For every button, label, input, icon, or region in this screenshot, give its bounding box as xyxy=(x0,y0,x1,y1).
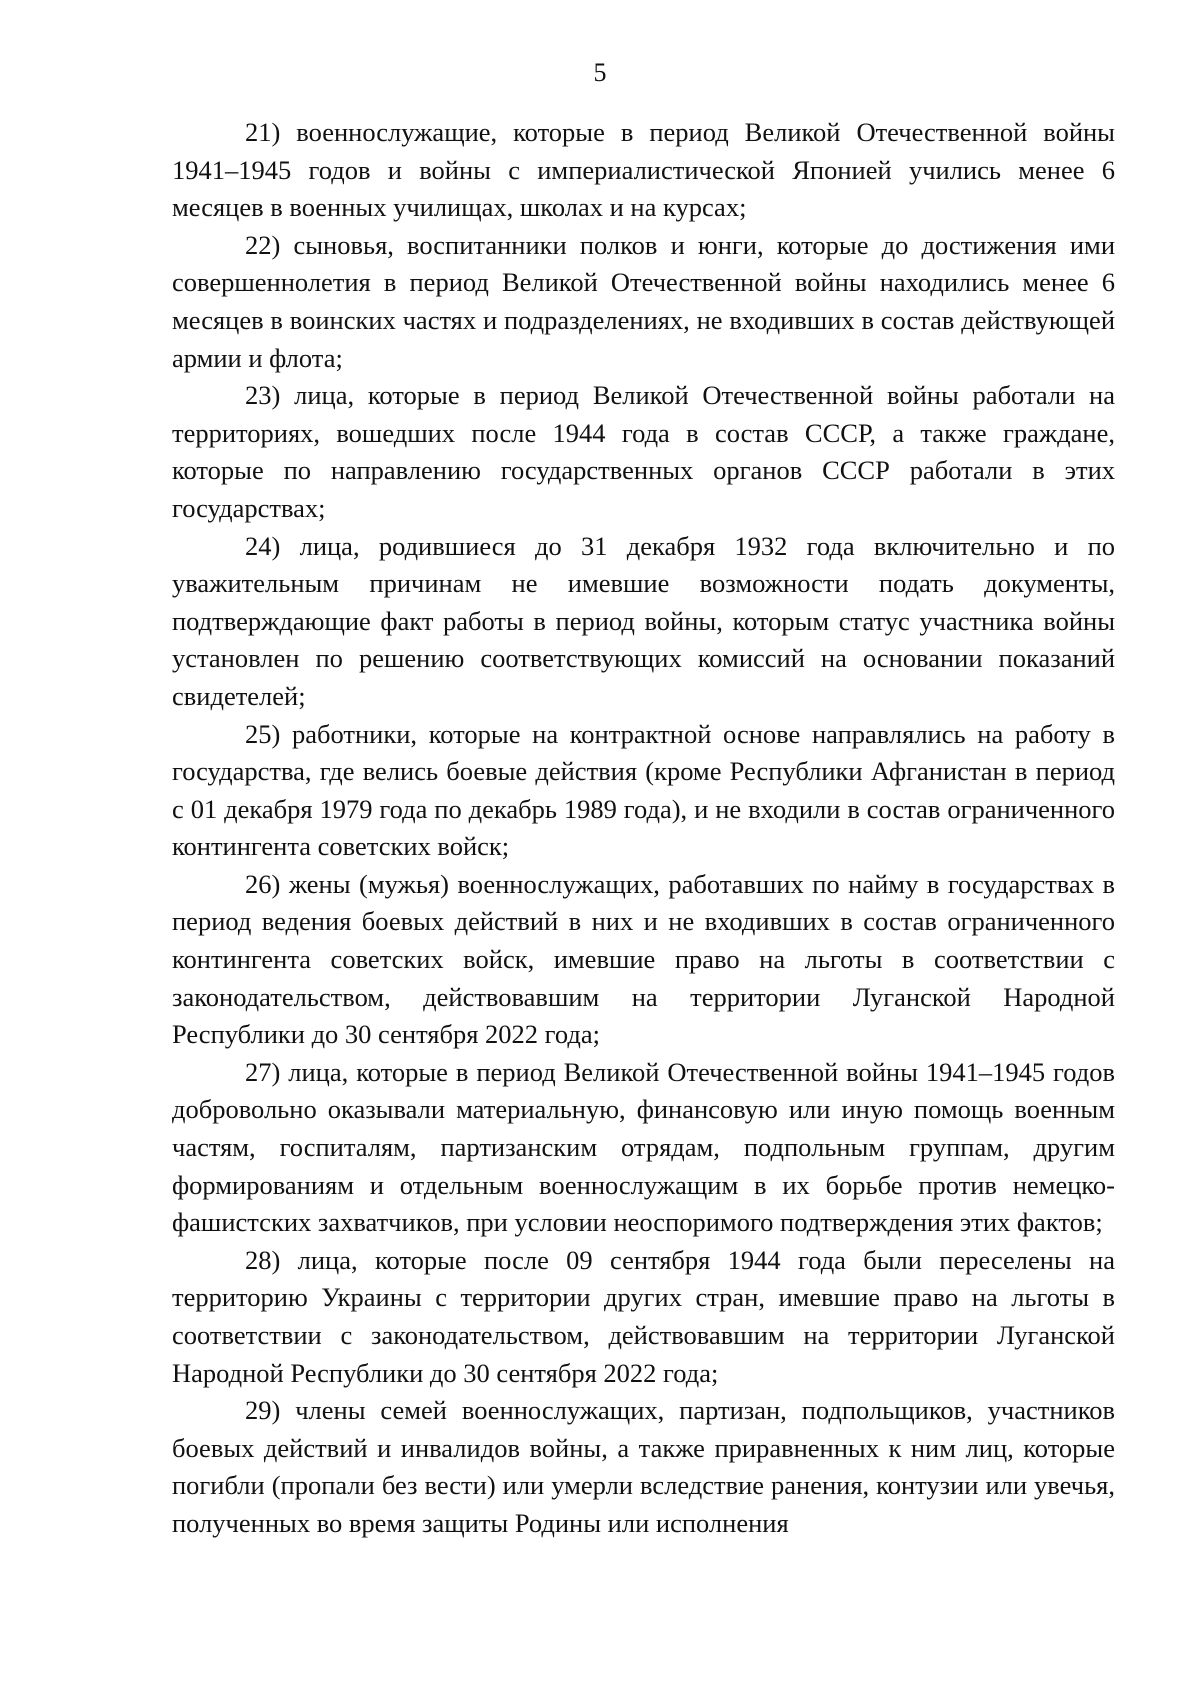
list-item-24: 24) лица, родившиеся до 31 декабря 1932 года включительно и по уважительным причинам не имевшие возможности подать документы, подтверждающие факт работы в период войны, которым статус участника войны установлен по решению соответствующих комиссий на основании показаний свидетелей; xyxy=(172,530,1115,711)
list-item-23: 23) лица, которые в период Великой Отечественной войны работали на территориях, вошедших после 1944 года в состав СССР, а также граждане, которые по направлению государственных органов СССР работали в этих государствах; xyxy=(172,380,1115,523)
list-item-29: 29) члены семей военнослужащих, партизан, подпольщиков, участников боевых действий и инвалидов войны, а также приравненных к ним лиц, которые погибли (пропали без вести) или умерли вследствие ранения, контузии или увечья, полученных во время защиты Родины или исполнения xyxy=(172,1395,1115,1538)
page-number: 5 xyxy=(593,58,607,87)
document-body xyxy=(172,114,1115,1543)
list-item-22: 22) сыновья, воспитанники полков и юнги, которые до достижения ими совершеннолетия в период Великой Отечественной войны находились менее 6 месяцев в воинских частях и подразделениях, не входивших в состав действующей армии и флота; xyxy=(172,229,1115,373)
list-item-21: 21) военнослужащие, которые в период Великой Отечественной войны 1941–1945 годов и войны с империалистической Японией учились менее 6 месяцев в военных училищах, школах и на курсах; xyxy=(172,117,1115,223)
list-item-27: 27) лица, которые в период Великой Отечественной войны 1941–1945 годов добровольно оказывали материальную, финансовую или иную помощь военным частям, госпиталям, партизанским отрядам, подпольным группам, другим формированиям и отдельным военнослужащим в их борьбе против немецко-фашистских захватчиков, при условии неоспоримого подтверждения этих фактов; xyxy=(172,1056,1115,1238)
list-item-25: 25) работники, которые на контрактной основе направлялись на работу в государства, где велись боевые действия (кроме Республики Афганистан в период с 01 декабря 1979 года по декабрь 1989 года), и не входили в состав ограниченного контингента советских войск; xyxy=(172,718,1115,862)
list-item-28: 28) лица, которые после 09 сентября 1944 года были переселены на территорию Украины с территории других стран, имевшие право на льготы в соответствии с законодательством, действовавшим на территории Луганской Народной Республики до 30 сентября 2022 года; xyxy=(172,1244,1115,1388)
list-item-26: 26) жены (мужья) военнослужащих, работавших по найму в государствах в период ведения боевых действий в них и не входивших в состав ограниченного контингента советских войск, имевшие право на льготы в соответствии с законодательством, действовавшим на территории Луганской Народной Республики до 30 сентября 2022 года; xyxy=(172,868,1115,1050)
